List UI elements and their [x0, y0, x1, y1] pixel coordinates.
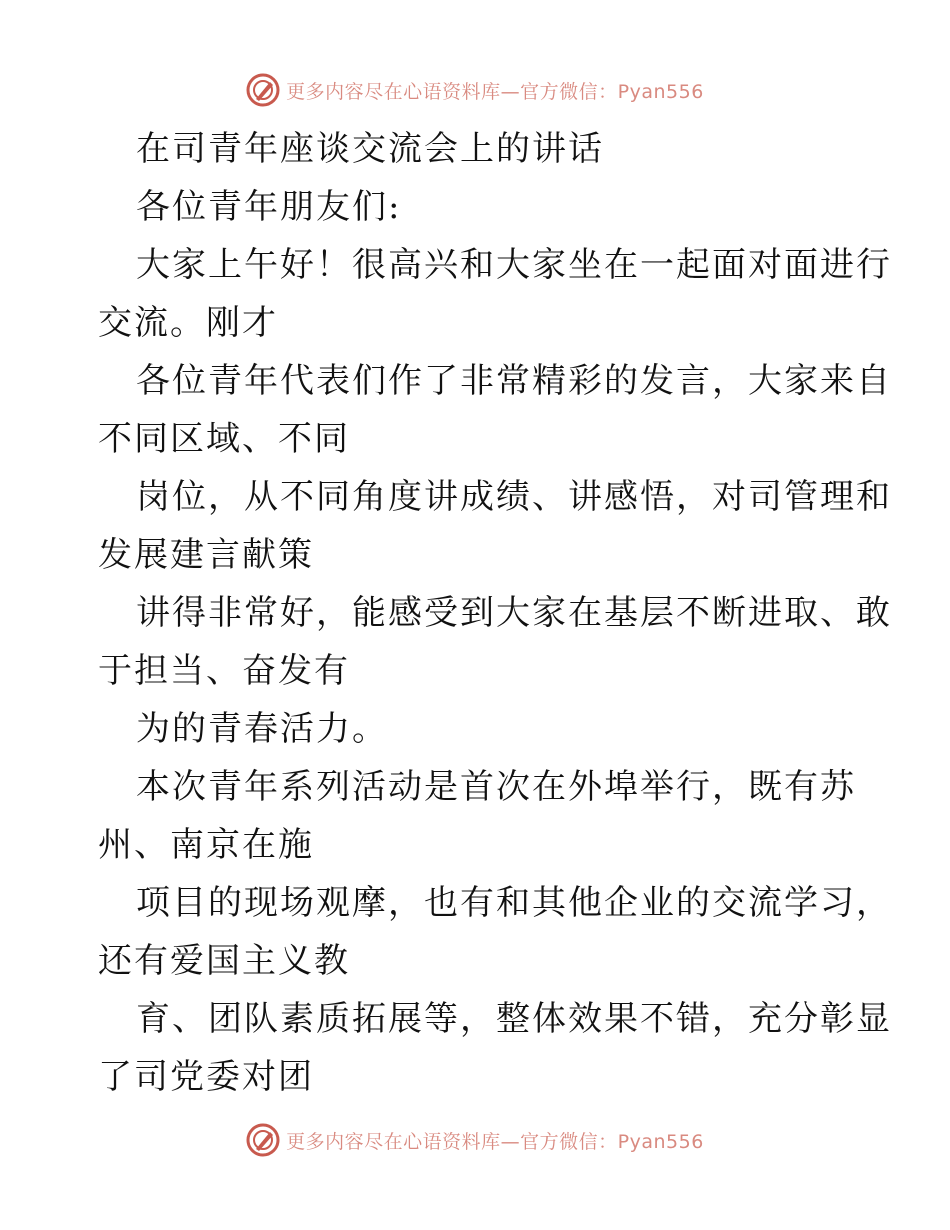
text-line: 于担当、奋发有: [98, 651, 350, 691]
document-body: [98, 120, 892, 1106]
footer-watermark: [0, 1120, 950, 1160]
text-line: 育、团队素质拓展等，整体效果不错，充分彰显: [136, 999, 892, 1039]
document-title: 在司青年座谈交流会上的讲话: [136, 129, 604, 169]
pen-logo-icon: [246, 1123, 280, 1157]
text-line: 为的青春活力。: [136, 709, 388, 749]
text-line: 本次青年系列活动是首次在外埠举行，既有苏: [136, 767, 856, 807]
text-line: 州、南京在施: [98, 825, 314, 865]
header-watermark-text: 更多内容尽在心语资料库—官方微信：Pyan556: [286, 80, 704, 103]
text-line: 岗位，从不同角度讲成绩、讲感悟，对司管理和: [136, 477, 892, 517]
pen-logo-icon: [246, 73, 280, 107]
text-line: 交流。刚才: [98, 303, 278, 343]
text-line: 各位青年代表们作了非常精彩的发言，大家来自: [136, 361, 892, 401]
text-line: 了司党委对团: [98, 1057, 314, 1097]
text-line: 讲得非常好，能感受到大家在基层不断进取、敢: [136, 593, 892, 633]
text-line: 还有爱国主义教: [98, 941, 350, 981]
text-line: 不同区域、不同: [98, 419, 350, 459]
text-line: 项目的现场观摩，也有和其他企业的交流学习，: [136, 883, 892, 923]
footer-watermark-text: 更多内容尽在心语资料库—官方微信：Pyan556: [286, 1130, 704, 1153]
text-line: 发展建言献策: [98, 535, 314, 575]
text-line: 大家上午好！很高兴和大家坐在一起面对面进行: [136, 245, 892, 285]
header-watermark: [0, 70, 950, 110]
salutation: 各位青年朋友们:: [136, 187, 402, 227]
